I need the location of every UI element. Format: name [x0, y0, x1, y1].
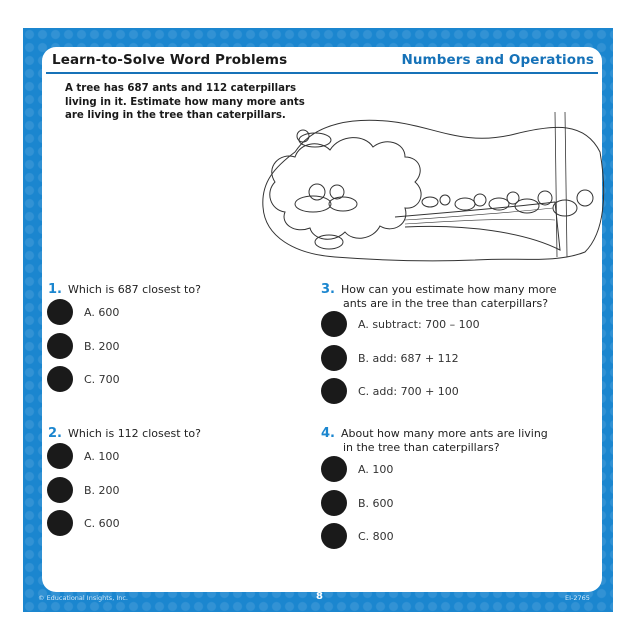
option-label: C. 600 [84, 516, 120, 530]
answer-option-3c[interactable] [321, 378, 459, 404]
product-code: EI-2765 [565, 594, 590, 602]
answer-bubble[interactable] [47, 510, 73, 536]
option-label: A. 100 [84, 449, 120, 463]
question-3 [321, 282, 556, 310]
answer-option-3a[interactable] [321, 311, 480, 337]
answer-bubble[interactable] [47, 443, 73, 469]
option-label: B. 200 [84, 483, 120, 497]
answer-option-2b[interactable] [47, 477, 120, 503]
question-text-line2: ants are in the tree than caterpillars? [343, 297, 549, 310]
answer-bubble[interactable] [321, 345, 347, 371]
option-label: B. add: 687 + 112 [358, 351, 459, 365]
question-number: 4. [321, 426, 335, 441]
option-label: C. 800 [358, 529, 394, 543]
question-text-line2: in the tree than caterpillars? [343, 441, 500, 454]
answer-bubble[interactable] [47, 333, 73, 359]
worksheet-title: Learn-to-Solve Word Problems [52, 52, 288, 68]
question-text: About how many more ants are living [340, 427, 548, 440]
option-label: A. subtract: 700 – 100 [358, 317, 480, 331]
answer-bubble[interactable] [321, 456, 347, 482]
option-label: A. 100 [358, 462, 394, 476]
answer-option-1b[interactable] [47, 333, 120, 359]
question-text: How can you estimate how many more [340, 283, 557, 296]
answer-bubble[interactable] [321, 311, 347, 337]
category-title: Numbers and Operations [401, 52, 594, 68]
question-text: Which is 112 closest to? [67, 427, 201, 440]
answer-option-4a[interactable] [321, 456, 393, 482]
answer-option-3b[interactable] [321, 345, 459, 371]
option-label: B. 600 [358, 496, 394, 510]
option-label: C. 700 [84, 372, 120, 386]
option-label: A. 600 [84, 305, 120, 319]
answer-bubble[interactable] [47, 477, 73, 503]
answer-bubble[interactable] [47, 366, 73, 392]
answer-bubble[interactable] [321, 490, 347, 516]
question-text: Which is 687 closest to? [67, 283, 201, 296]
answer-option-4c[interactable] [321, 523, 394, 549]
answer-bubble[interactable] [321, 523, 347, 549]
question-4 [321, 426, 548, 454]
question-2 [48, 426, 201, 441]
question-1 [48, 282, 201, 297]
title-divider [46, 72, 598, 74]
copyright-notice: © Educational Insights, Inc. [38, 594, 129, 602]
answer-option-4b[interactable] [321, 490, 394, 516]
tree-ants-caterpillars-illustration [255, 112, 607, 262]
word-problem-prompt: A tree has 687 ants and 112 caterpillars living in it. Estimate how many more ants are living in the tree than caterpillars. [65, 83, 305, 121]
question-number: 1. [48, 282, 62, 297]
answer-bubble[interactable] [47, 299, 73, 325]
answer-option-1c[interactable] [47, 366, 120, 392]
answer-option-1a[interactable] [47, 299, 119, 325]
option-label: B. 200 [84, 339, 120, 353]
answer-bubble[interactable] [321, 378, 347, 404]
answer-option-2a[interactable] [47, 443, 119, 469]
question-number: 3. [321, 282, 335, 297]
question-number: 2. [48, 426, 62, 441]
answer-option-2c[interactable] [47, 510, 120, 536]
page-number: 8 [316, 591, 323, 602]
option-label: C. add: 700 + 100 [358, 384, 459, 398]
